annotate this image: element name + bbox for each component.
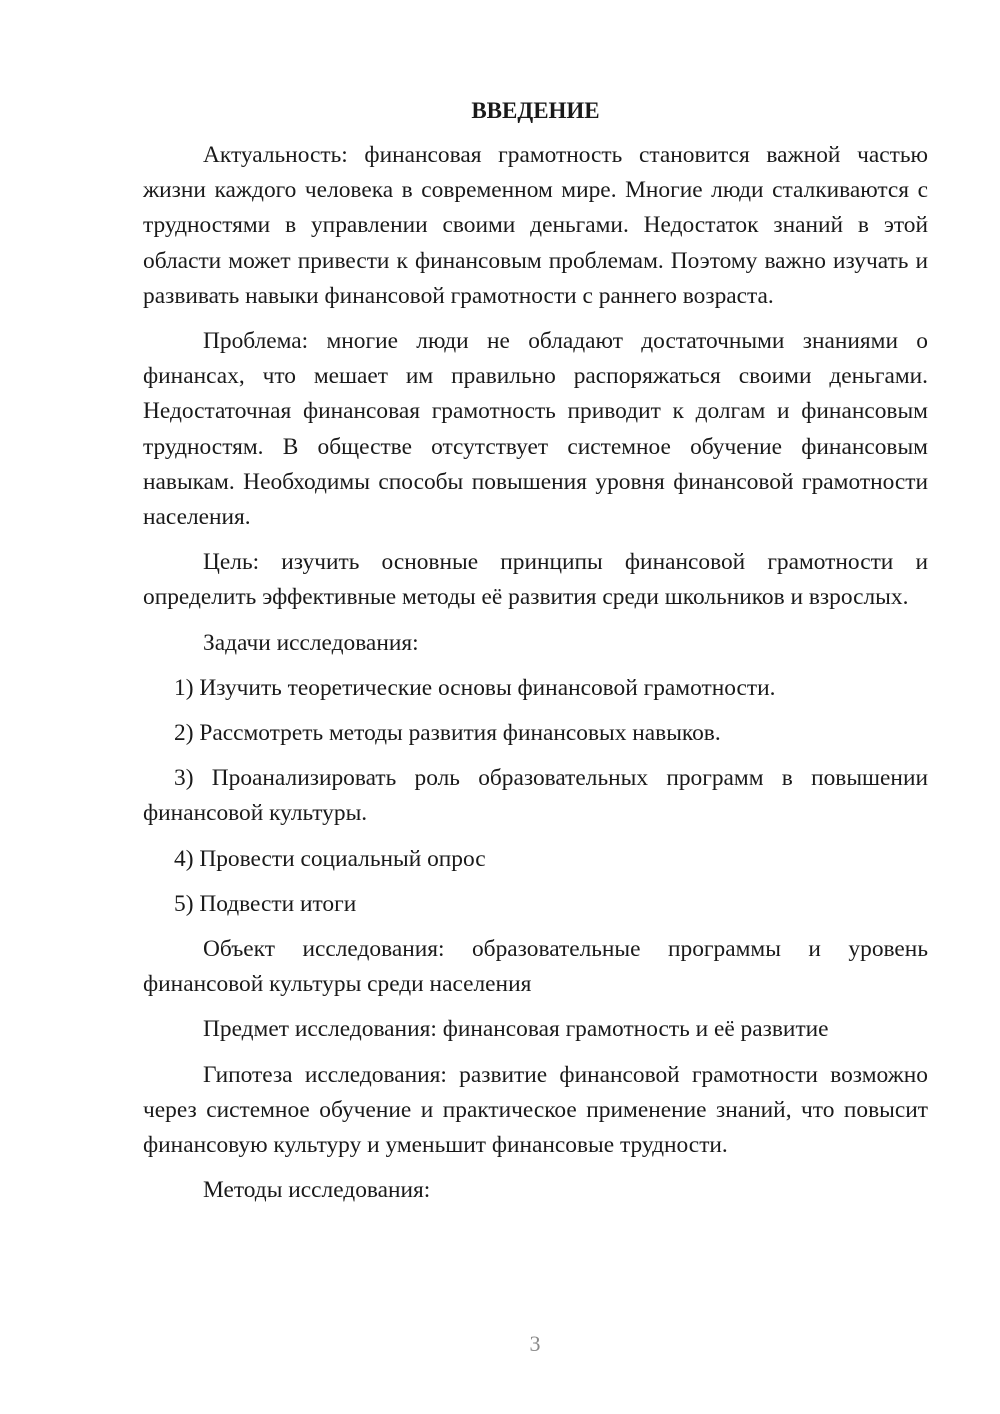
paragraph-object: Объект исследования: образовательные программы и уровень финансовой культуры среди населения [143,936,928,998]
paragraph-goal: Цель: изучить основные принципы финансовой грамотности и определить эффективные методы её развития среди школьников и взрослых. [143,549,928,611]
page-number: 3 [529,1331,541,1356]
task-item-2: 2) Рассмотреть методы развития финансовых навыков. [174,720,721,747]
paragraph-problem: Проблема: многие люди не обладают достаточными знаниями о финансах, что мешает им правильно распоряжаться своими деньгами. Недостаточная финансовая грамотность приводит к долгам и финансовым трудностям. В обществе отсутствует системное обучение финансовым навыкам. Необходимы способы повышения уровня финансовой грамотности населения. [143,328,928,531]
paragraph-hypothesis: Гипотеза исследования: развитие финансовой грамотности возможно через системное обучение и практическое применение знаний, что повысит финансовую культуру и уменьшит финансовые трудности. [143,1061,928,1159]
task-item-3: 3) Проанализировать роль образовательных программ в повышении финансовой культуры. [143,765,928,827]
task-item-4: 4) Провести социальный опрос [174,845,486,872]
document-body [143,93,928,1218]
methods-heading: Методы исследования: [203,1177,431,1204]
task-item-1: 1) Изучить теоретические основы финансовой грамотности. [174,674,776,701]
paragraph-relevance: Актуальность: финансовая грамотность становится важной частью жизни каждого человека в современном мире. Многие люди сталкиваются с трудностями в управлении своими деньгами. Недостаток знаний в этой области может привести к финансовым проблемам. Поэтому важно изучать и развивать навыки финансовой грамотности с раннего возраста. [143,142,928,309]
section-title: ВВЕДЕНИЕ [471,98,600,123]
tasks-heading: Задачи исследования: [203,629,419,656]
task-item-5: 5) Подвести итоги [174,890,357,917]
paragraph-subject: Предмет исследования: финансовая грамотность и её развитие [203,1016,829,1043]
